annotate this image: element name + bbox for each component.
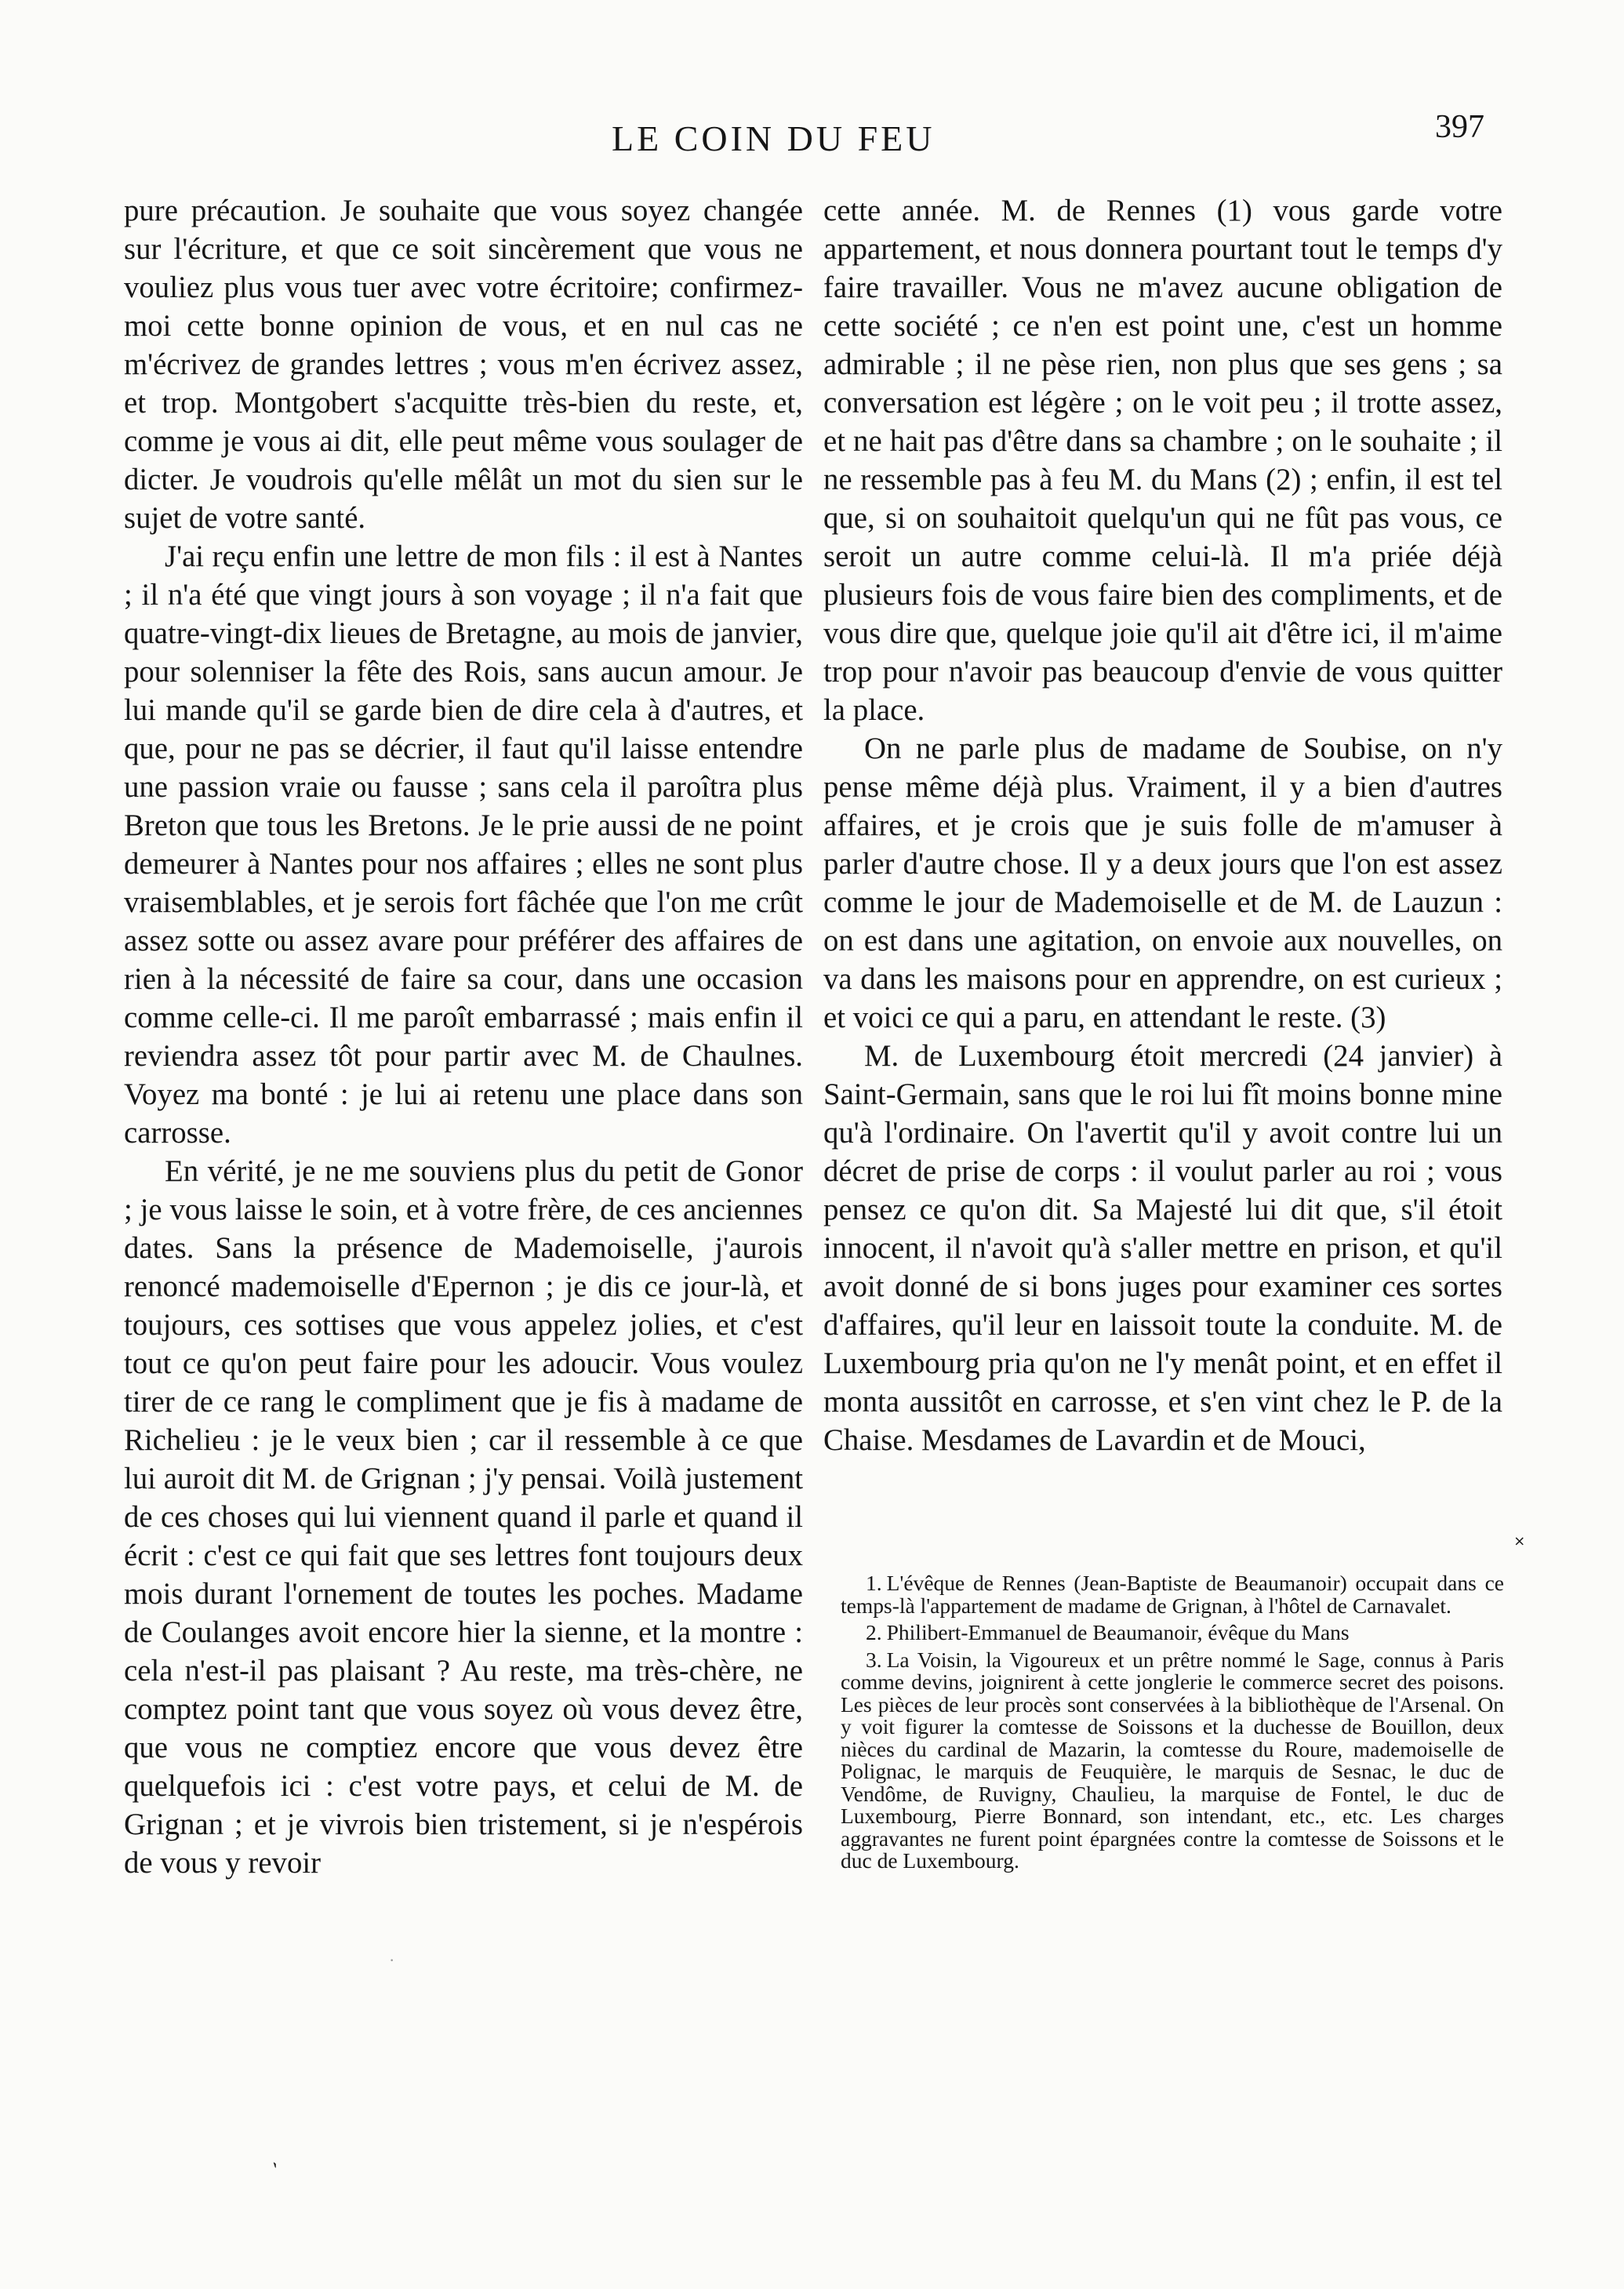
footnote-text: L'évêque de Rennes (Jean-Baptiste de Beaumanoir) occupait dans ce temps-là l'appartement de madame de Grignan, à l'hôtel de Carnavalet.	[841, 1571, 1504, 1618]
footnotes	[841, 1572, 1504, 1877]
left-column	[124, 191, 803, 1882]
paragraph: pure précaution. Je souhaite que vous soyez changée sur l'écriture, et que ce soit sincèrement que vous ne vouliez plus vous tuer avec votre écritoire; confirmez-moi cette bonne opinion de vous, et en nul cas ne m'écrivez de grandes lettres ; vous m'en écrivez assez, et trop. Montgobert s'acquitte très-bien du reste, et, comme je vous ai dit, elle peut même vous soulager de dicter. Je voudrois qu'elle mêlât un mot du sien sur le sujet de votre santé.	[124, 194, 803, 535]
stray-mark-icon: ˋ	[260, 2158, 282, 2184]
footnote-number: 2.	[866, 1620, 882, 1644]
footnote	[841, 1649, 1504, 1873]
right-column	[823, 191, 1502, 1459]
footnote	[841, 1572, 1504, 1617]
paragraph: J'ai reçu enfin une lettre de mon fils : il est à Nantes ; il n'a été que vingt jours à son voyage ; il n'a fait que quatre-vingt-dix lieues de Bretagne, au mois de janvier, pour solenniser la fête des Rois, sans aucun amour. Je lui mande qu'il se garde bien de dire cela à d'autres, et que, pour ne pas se décrier, il faut qu'il laisse entendre une passion vraie ou fausse ; sans cela il paroîtra plus Breton que tous les Bretons. Je le prie aussi de ne point demeurer à Nantes pour nos affaires ; elles ne sont plus vraisemblables, et je serois fort fâchée que l'on me crût assez sotte ou assez avare pour préférer des affaires de rien à la nécessité de faire sa cour, dans une occasion comme celle-ci. Il me paroît embarrassé ; mais enfin il reviendra assez tôt pour partir avec M. de Chaulnes. Voyez ma bonté : je lui ai retenu une place dans son carrosse.	[124, 540, 803, 1150]
footnote-number: 1.	[866, 1571, 882, 1595]
running-title: LE COIN DU FEU	[612, 118, 936, 158]
paragraph: M. de Luxembourg étoit mercredi (24 janvier) à Saint-Germain, sans que le roi lui fît moins bonne mine qu'à l'ordinaire. On l'avertit qu'il y avoit contre lui un décret de prise de corps : il voulut parler au roi ; vous pensez ce qu'on dit. Sa Majesté lui dit que, s'il étoit innocent, il n'avoit qu'à s'aller mettre en prison, et qu'il avoit donné de si bons juges pour examiner ces sortes d'affaires, qu'il leur en laissoit toute la conduite. M. de Luxembourg pria qu'on ne l'y menât point, et en effet il monta aussitôt en carrosse, et s'en vint chez le P. de la Chaise. Mesdames de Lavardin et de Mouci,	[823, 1039, 1502, 1457]
stray-mark-icon: ˟	[1515, 1533, 1524, 1559]
page-number: 397	[1435, 109, 1484, 145]
footnote	[841, 1622, 1504, 1644]
paragraph: cette année. M. de Rennes (1) vous garde votre appartement, et nous donnera pourtant tout le temps d'y faire travailler. Vous ne m'avez aucune obligation de cette société ; ce n'en est point une, c'est un homme admirable ; il ne pèse rien, non plus que ses gens ; sa conversation est légère ; on le voit peu ; il trotte assez, et ne hait pas d'être dans sa chambre ; on le souhaite ; il ne ressemble pas à feu M. du Mans (2) ; enfin, il est tel que, si on souhaitoit quelqu'un qui ne fût pas vous, ce seroit un autre comme celui-là. Il m'a priée déjà plusieurs fois de vous faire bien des compliments, et de vous dire que, quelque joie qu'il ait d'être ici, il m'aime trop pour n'avoir pas beaucoup d'envie de vous quitter la place.	[823, 194, 1502, 727]
stray-mark-icon: ·	[389, 1950, 395, 1970]
paragraph: On ne parle plus de madame de Soubise, on n'y pense même déjà plus. Vraiment, il y a bien d'autres affaires, et je crois que je suis folle de m'amuser à parler d'autre chose. Il y a deux jours que l'on est assez comme le jour de Mademoiselle et de M. de Lauzun : on est dans une agitation, on envoie aux nouvelles, on va dans les maisons pour en apprendre, on est curieux ; et voici ce qui a paru, en attendant le reste. (3)	[823, 732, 1502, 1034]
paragraph: En vérité, je ne me souviens plus du petit de Gonor ; je vous laisse le soin, et à votre frère, de ces anciennes dates. Sans la présence de Mademoiselle, j'aurois renoncé mademoiselle d'Epernon ; je dis ce jour-là, et toujours, ces sottises que vous appelez jolies, et c'est tout ce qu'on peut faire pour les adoucir. Vous voulez tirer de ce rang le compliment que je fis à madame de Richelieu : je le veux bien ; car il ressemble à ce que lui auroit dit M. de Grignan ; j'y pensai. Voilà justement de ces choses qui lui viennent quand il parle et quand il écrit : c'est ce qui fait que ses lettres font toujours deux mois durant l'ornement de toutes les poches. Madame de Coulanges avoit encore hier la sienne, et la montre : cela n'est-il pas plaisant ? Au reste, ma très-chère, ne comptez point tant que vous soyez où vous devez être, que vous ne comptiez encore que vous devez être quelquefois ici : c'est votre pays, et celui de M. de Grignan ; et je vivrois bien tristement, si je n'espérois de vous y revoir	[124, 1154, 803, 1880]
footnote-text: Philibert-Emmanuel de Beaumanoir, évêque du Mans	[886, 1620, 1350, 1644]
footnote-text: La Voisin, la Vigoureux et un prêtre nommé le Sage, connus à Paris comme devins, joignirent à cette jonglerie le commerce secret des poisons. Les pièces de leur procès sont conservées à la bibliothèque de l'Arsenal. On y voit figurer la comtesse de Soissons et la duchesse de Bouillon, deux nièces du cardinal de Mazarin, la comtesse du Roure, mademoiselle de Polignac, le marquis de Feuquière, le marquis de Sesnac, le duc de Vendôme, de Ruvigny, Chaulieu, la marquise de Fontel, le duc de Luxembourg, Pierre Bonnard, son intendant, etc., etc. Les charges aggravantes ne furent point épargnées contre la comtesse de Soissons et le duc de Luxembourg.	[841, 1647, 1504, 1873]
footnote-number: 3.	[866, 1647, 882, 1672]
